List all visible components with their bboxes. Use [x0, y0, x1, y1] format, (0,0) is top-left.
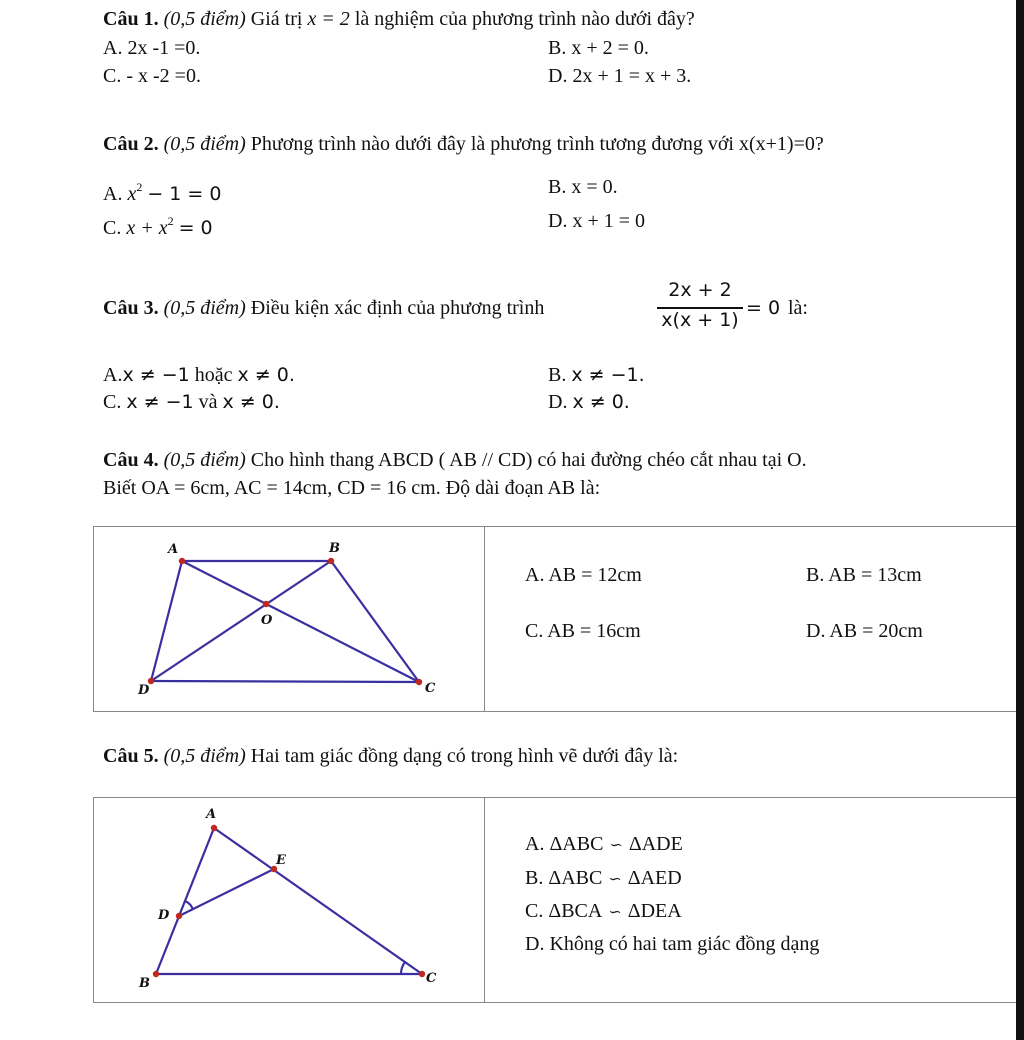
- q4-diagonal-ac: [182, 561, 419, 682]
- q3-a-prefix: A.: [103, 364, 123, 386]
- q5-text: Hai tam giác đồng dạng có trong hình vẽ dưới đây là:: [250, 745, 679, 767]
- q5-label-b: B: [139, 976, 150, 991]
- q4-option-a: A. AB = 12cm: [525, 564, 642, 586]
- q1-stem: [103, 7, 695, 31]
- q5-c-right: ΔDEA: [627, 900, 682, 922]
- q2-c-mid: x + x: [126, 217, 168, 239]
- q1-points: (0,5 điểm): [163, 8, 246, 30]
- q4-label-b: B: [329, 541, 340, 556]
- q4-stem-line2: Biết OA = 6cm, AC = 14cm, CD = 16 cm. Độ dài đoạn AB là:: [103, 477, 601, 499]
- q4-label: Câu 4.: [103, 449, 159, 471]
- q5-c-similar-icon: ∽: [608, 904, 622, 921]
- q3-label: Câu 3.: [103, 297, 159, 319]
- q5-segment-ca: [214, 828, 422, 974]
- q3-b-prefix: B.: [548, 364, 567, 386]
- q2-label: Câu 2.: [103, 133, 159, 155]
- q3-equals: = 0: [746, 297, 781, 319]
- q2-a-prefix: A.: [103, 183, 123, 205]
- q3-a-conj: hoặc: [194, 364, 233, 386]
- q5-angle-mark-c: [401, 962, 405, 974]
- q5-label: Câu 5.: [103, 745, 159, 767]
- q1-option-d: D. 2x + 1 = x + 3.: [548, 65, 692, 87]
- q2-a-var: x: [127, 183, 137, 205]
- q5-label-d: D: [158, 908, 170, 923]
- q3-text: Điều kiện xác định của phương trình: [250, 297, 545, 319]
- q3-c-conj: và: [198, 391, 218, 413]
- q3-c-m1: x ≠ −1: [126, 391, 194, 413]
- q5-b-right: ΔAED: [627, 867, 682, 889]
- q5-option-a: [525, 832, 683, 858]
- q2-option-c: [103, 209, 213, 240]
- q3-option-b: [548, 363, 645, 387]
- q3-a-m1: x ≠ −1: [122, 364, 190, 386]
- q1-option-a: A. 2x -1 =0.: [103, 37, 201, 59]
- q5-label-a: A: [206, 807, 217, 822]
- q2-a-rest: − 1 = 0: [147, 183, 222, 205]
- q4-segment-cd: [151, 681, 419, 682]
- q5-a-right: ΔADE: [628, 833, 683, 855]
- q3-c-m2: x ≠ 0.: [222, 391, 280, 413]
- q2-c-prefix: C.: [103, 217, 122, 239]
- q5-vertex-d: [176, 913, 182, 919]
- q3-option-d: [548, 390, 630, 414]
- q5-stem: [103, 744, 678, 768]
- q2-stem: [103, 132, 824, 156]
- q3-c-prefix: C.: [103, 391, 122, 413]
- q3-tail: là:: [788, 297, 808, 319]
- q5-angle-mark-d: [185, 901, 193, 910]
- q2-a-exp: 2: [136, 180, 143, 194]
- q3-d-m: x ≠ 0.: [572, 391, 630, 413]
- q5-table-divider: [484, 797, 485, 1002]
- q4-vertex-a: [179, 558, 185, 564]
- q1-text-c: là nghiệm của phương trình nào dưới đây?: [354, 8, 695, 30]
- q4-stem-line1: [103, 448, 807, 472]
- q4-table-divider: [484, 526, 485, 711]
- q5-a-similar-icon: ∽: [609, 837, 623, 854]
- q3-stem: [103, 296, 544, 320]
- q1-text-b: x = 2: [307, 8, 350, 30]
- q5-label-c: C: [426, 971, 437, 986]
- q3-option-a: [103, 363, 295, 387]
- q4-label-a: A: [168, 542, 179, 557]
- q4-label-o: O: [261, 613, 273, 628]
- q4-option-c: C. AB = 16cm: [525, 620, 641, 642]
- q4-segment-bc: [331, 561, 419, 682]
- q3-option-c: [103, 390, 280, 414]
- q1-label: Câu 1.: [103, 8, 159, 30]
- q5-vertex-b: [153, 971, 159, 977]
- q5-b-similar-icon: ∽: [608, 871, 622, 888]
- q5-option-d: D. Không có hai tam giác đồng dạng: [525, 933, 820, 955]
- q2-option-b: B. x = 0.: [548, 176, 618, 198]
- q2-points: (0,5 điểm): [163, 133, 246, 155]
- q1-text-a: Giá trị: [250, 8, 303, 30]
- q5-vertex-c: [419, 971, 425, 977]
- q2-c-rest: = 0: [178, 217, 213, 239]
- q3-points: (0,5 điểm): [163, 297, 246, 319]
- q5-vertex-a: [211, 825, 217, 831]
- q4-option-b: B. AB = 13cm: [806, 564, 922, 586]
- q2-option-d: D. x + 1 = 0: [548, 210, 646, 232]
- q3-fraction: [655, 279, 745, 343]
- q4-text1: Cho hình thang ABCD ( AB // CD) có hai đường chéo cắt nhau tại O.: [250, 449, 807, 471]
- q5-triangle-figure: [94, 798, 484, 1001]
- q4-points: (0,5 điểm): [163, 449, 246, 471]
- q5-a-left: A. ΔABC: [525, 833, 604, 855]
- q1-option-c: C. - x -2 =0.: [103, 65, 201, 87]
- q3-numerator: 2x + 2: [668, 279, 732, 301]
- q2-option-a: [103, 175, 221, 206]
- q2-expr: x(x+1)=0?: [738, 133, 824, 155]
- q1-option-b: B. x + 2 = 0.: [548, 37, 649, 59]
- q5-b-left: B. ΔABC: [525, 867, 603, 889]
- q4-vertex-c: [416, 679, 422, 685]
- q4-option-d: D. AB = 20cm: [806, 620, 923, 642]
- q5-option-c: [525, 899, 682, 925]
- q2-c-exp: 2: [167, 214, 174, 228]
- q3-denominator: x(x + 1): [661, 309, 739, 331]
- q4-vertex-b: [328, 558, 334, 564]
- q4-trapezoid-figure: [94, 527, 484, 710]
- q5-option-b: [525, 866, 682, 892]
- q5-c-left: C. ΔBCA: [525, 900, 603, 922]
- q5-label-e: E: [276, 853, 286, 868]
- q3-b-m: x ≠ −1.: [571, 364, 645, 386]
- q4-label-c: C: [425, 681, 436, 696]
- q2-text: Phương trình nào dưới đây là phương trình tương đương với: [250, 133, 734, 155]
- q3-d-prefix: D.: [548, 391, 568, 413]
- page-edge-border: [1016, 0, 1024, 1040]
- q4-vertex-o: [263, 601, 269, 607]
- q4-label-d: D: [138, 683, 150, 698]
- q3-a-m2: x ≠ 0.: [237, 364, 295, 386]
- q5-points: (0,5 điểm): [163, 745, 246, 767]
